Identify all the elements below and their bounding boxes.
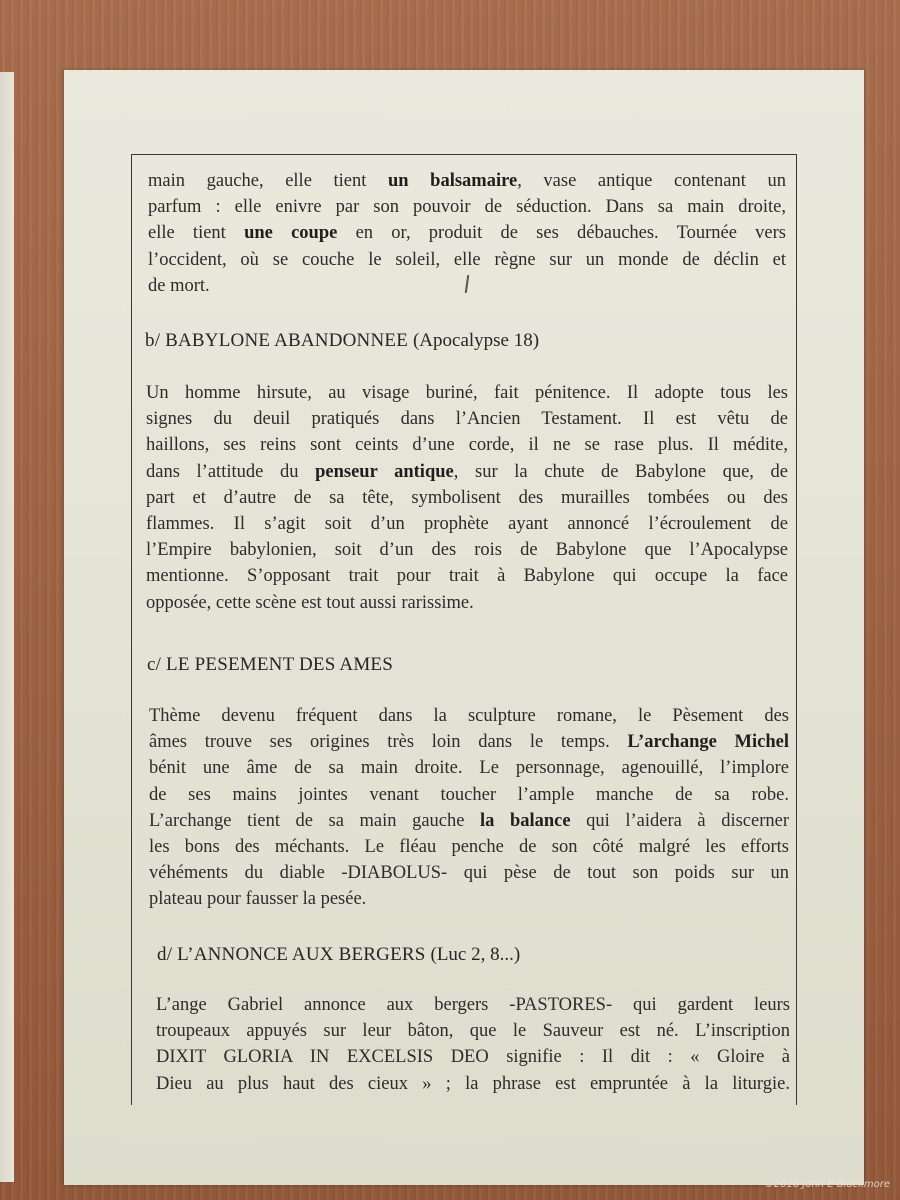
section-d-paragraph: L’ange Gabriel annonce aux bergers -PASTORES- qui gardent leurs troupeaux appuyés sur leur bâton, que le Sauveur est né. L’inscription DIXIT GLORIA IN EXCELSIS DEO signifie : Il dit : « Gloire à Dieu au plus haut des cieux » ; la phrase est empruntée à la liturgie. [156,995,790,1094]
bold-term: L’archange Michel [627,732,789,753]
section-b-paragraph: Un homme hirsute, au visage buriné, fait pénitence. Il adopte tous les signes du deuil pratiqués dans l’Ancien Testament. Il est vêtu de haillons, ses reins sont ceints d’une corde, il ne se rase plus. Il médite, dans l’attitude du penseur antique, sur la chute de Babylone que, de part et d’autre de sa tête, symbolisent des murailles tombées ou des flammes. Il s’agit soit d’un prophète ayant annoncé l’écroulement de l’Empire babylonien, soit d’un des rois de Babylone que l’Apocalypse mentionne. S’opposant trait pour trait à Babylone qui occupe la face opposée, cette scène est tout aussi rarissime. [146,383,789,613]
section-d-heading: d/ L’ANNONCE AUX BERGERS (Luc 2, 8...) [157,944,521,965]
section-c-paragraph: Thème devenu fréquent dans la sculpture romane, le Pèsement des âmes trouve ses origines très loin dans le temps. L’archange Michel bénit une âme de sa main droite. Le personnage, agenouillé, l’implore de ses mains jointes venant toucher l’ample manche de sa robe. L’archange tient de sa main gauche la balance qui l’aidera à discerner les bons des méchants. Le fléau penche de son côté malgré les efforts véhéments du diable -DIABOLUS- qui pèse de tout son poids sur un plateau pour fausser la pesée. [149,706,789,910]
bold-term: la balance [480,810,571,831]
bold-term: un balsamaire [388,171,518,191]
document-sheet [64,70,864,1185]
intro-paragraph: main gauche, elle tient un balsamaire, vase antique contenant un parfum : elle enivre par son pouvoir de séduction. Dans sa main droite, elle tient une coupe en or, produit de ses débauches. Tournée vers l’occident, où se couche le soleil, elle règne sur un monde de déclin et de mort. [148,171,786,296]
bold-term: une coupe [244,223,338,244]
bold-term: penseur antique [315,461,454,482]
section-c-heading: c/ LE PESEMENT DES AMES [147,654,393,675]
copyright-watermark: ©2018 John E Blackmore [763,1179,890,1190]
section-b-heading: b/ BABYLONE ABANDONNEE (Apocalypse 18) [145,330,540,351]
adjacent-sheet-edge [0,72,14,1182]
